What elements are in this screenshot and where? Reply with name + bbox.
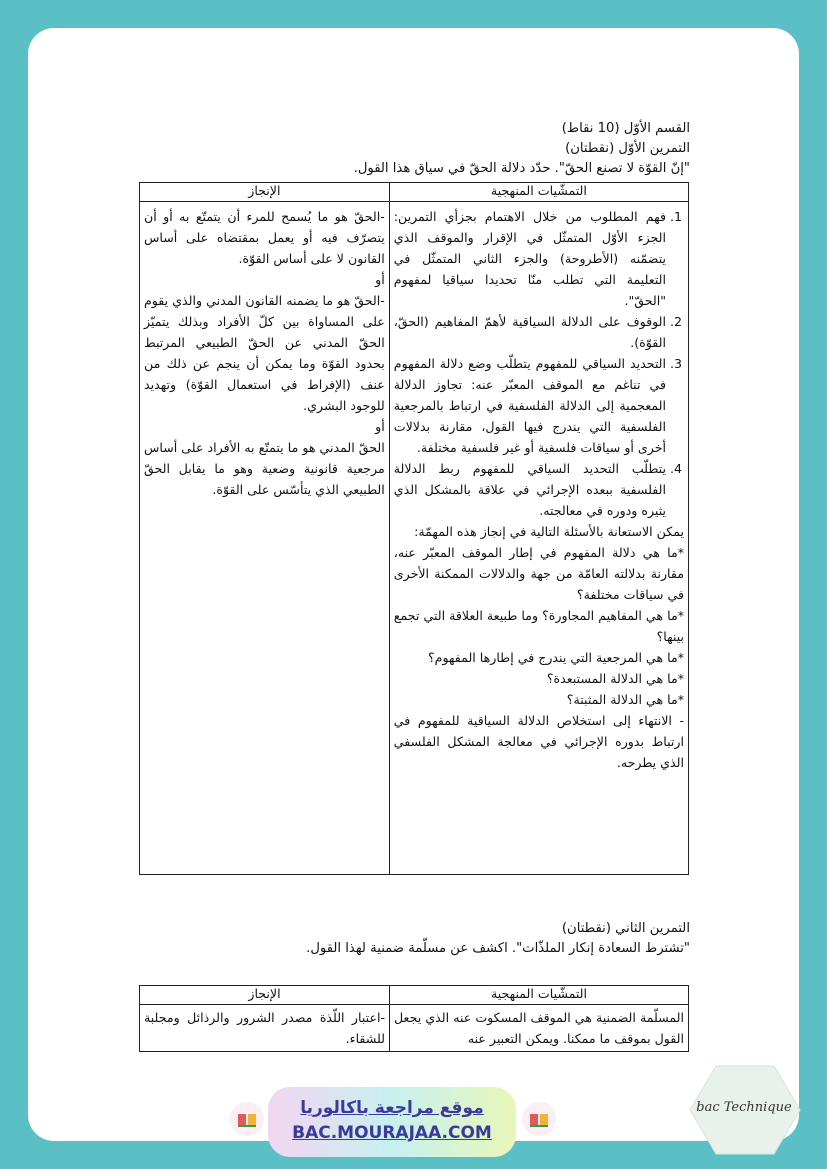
method-help-intro: يمكن الاستعانة بالأسئلة التالية في إنجاز هذه المهمّة: <box>414 524 684 539</box>
method-conclusion: - الانتهاء إلى استخلاص الدلالة السياقية للمفهوم في ارتباط بدوره الإجرائي في معالجة المشكل الفلسفي الذي يطرحه. <box>393 713 684 770</box>
method-cell <box>390 1005 689 1052</box>
answer-column-header: الإنجاز <box>140 183 390 202</box>
answer-definition-2: -الحقّ هو ما يضمنه القانون المدني والذي يقوم على المساواة بين كلّ الأفراد وبذلك يتميّز الحقّ المدني عن الحقّ الطبيعي المرتبط بحدود القوّة وما يمكن أن ينجم عن ذلك من عنف (الإفراط في استعمال القوّة) وتهديد للوجود البشري. <box>144 293 385 413</box>
section-title: القسم الأوّل (10 نقاط) <box>561 121 690 136</box>
exercise-2-prompt: "تشترط السعادة إنكار الملذّات". اكشف عن مسلّمة ضمنية لهذا القول. <box>306 941 690 956</box>
site-url[interactable]: BAC.MOURAJAA.COM <box>292 1123 492 1143</box>
answer-cell <box>140 1005 390 1052</box>
method-question: *ما هي دلالة المفهوم في إطار الموقف المعبّر عنه، مقارنة بدلالته العامّة من جهة والدلالات الممكنة الأخرى في سياقات مختلفة؟ <box>393 545 684 602</box>
exercise-2-table <box>139 985 689 1052</box>
answer-or-1: أو <box>375 272 385 287</box>
method-column-header: التمشّيات المنهجية <box>390 986 689 1005</box>
site-badge[interactable] <box>268 1087 516 1157</box>
method-item: 2. الوقوف على الدلالة السياقية لأهمّ المفاهيم (الحقّ، القوّة). <box>394 311 666 353</box>
corner-logo-text: bac Technique <box>696 1100 792 1115</box>
mourajaa-logo-right-icon <box>521 1101 557 1137</box>
implicit-postulate-definition: المسلّمة الضمنية هي الموقف المسكوت عنه الذي يجعل القول بموقف ما ممكنا. ويمكن التعبير عنه <box>394 1010 684 1046</box>
method-item: 4. يتطلّب التحديد السياقي للمفهوم ربط الدلالة الفلسفية ببعده الإجرائي في علاقة بالمشكل الذي يثيره ودوره في معالجته. <box>394 458 666 521</box>
method-item: 3. التحديد السياقي للمفهوم يتطلّب وضع دلالة المفهوم في تناغم مع الموقف المعبّر عنه: تجاوز الدلالة المعجمية إلى الدلالة الفلسفية في ارتباط بالمرجعية الفلسفية التي يندرج فيها القول، مقارنة بدلالات أخرى أو سياقات فلسفية أو غير فلسفية مختلفة. <box>394 353 666 458</box>
method-question: *ما هي الدلالة المستبعدة؟ <box>546 671 684 686</box>
answer-definition-3: الحقّ المدني هو ما يتمتّع به الأفراد على أساس مرجعية قانونية وضعية وهو ما يقابل الحقّ الطبيعي الذي يتأسّس على القوّة. <box>144 440 385 497</box>
mourajaa-logo-left-icon <box>229 1101 265 1137</box>
implicit-postulate-answer: -اعتبار اللّذة مصدر الشرور والرذائل ومجلبة للشقاء. <box>144 1010 386 1046</box>
answer-cell <box>140 202 390 875</box>
method-question: *ما هي المفاهيم المجاورة؟ وما طبيعة العلاقة التي تجمع بينها؟ <box>393 608 684 644</box>
exercise-2-title: التمرين الثاني (نقطتان) <box>561 921 690 936</box>
exercise-1-table <box>139 182 689 875</box>
method-question: *ما هي المرجعية التي يندرج في إطارها المفهوم؟ <box>428 650 684 665</box>
method-column-header: التمشّيات المنهجية <box>389 183 688 202</box>
exercise-1-prompt: "إنّ القوّة لا تصنع الحقّ". حدّد دلالة الحقّ في سياق هذا القول. <box>353 161 690 176</box>
method-question: *ما هي الدلالة المثبتة؟ <box>566 692 684 707</box>
method-item: 1. فهم المطلوب من خلال الاهتمام بجزأي التمرين: الجزء الأوّل المتمثّل في الإقرار والموقف الذي يتضمّنه (الأطروحة) والجزء الثاني المتمثّل في التعليمة التي تطلب منّا تحديدا سياقيا لمفهوم "الحقّ". <box>394 206 666 311</box>
answer-or-2: أو <box>375 419 385 434</box>
site-name-arabic[interactable]: موقع مراجعة باكالوريا <box>300 1098 484 1118</box>
method-cell <box>389 202 688 875</box>
answer-column-header: الإنجاز <box>140 986 390 1005</box>
answer-definition-1: -الحقّ هو ما يُسمح للمرء أن يتمتّع به أو أن يتصرّف فيه أو يعمل بمقتضاه على أساس القانون لا على أساس القوّة. <box>144 209 385 266</box>
exercise-1-title: التمرين الأوّل (نقطتان) <box>565 141 690 156</box>
